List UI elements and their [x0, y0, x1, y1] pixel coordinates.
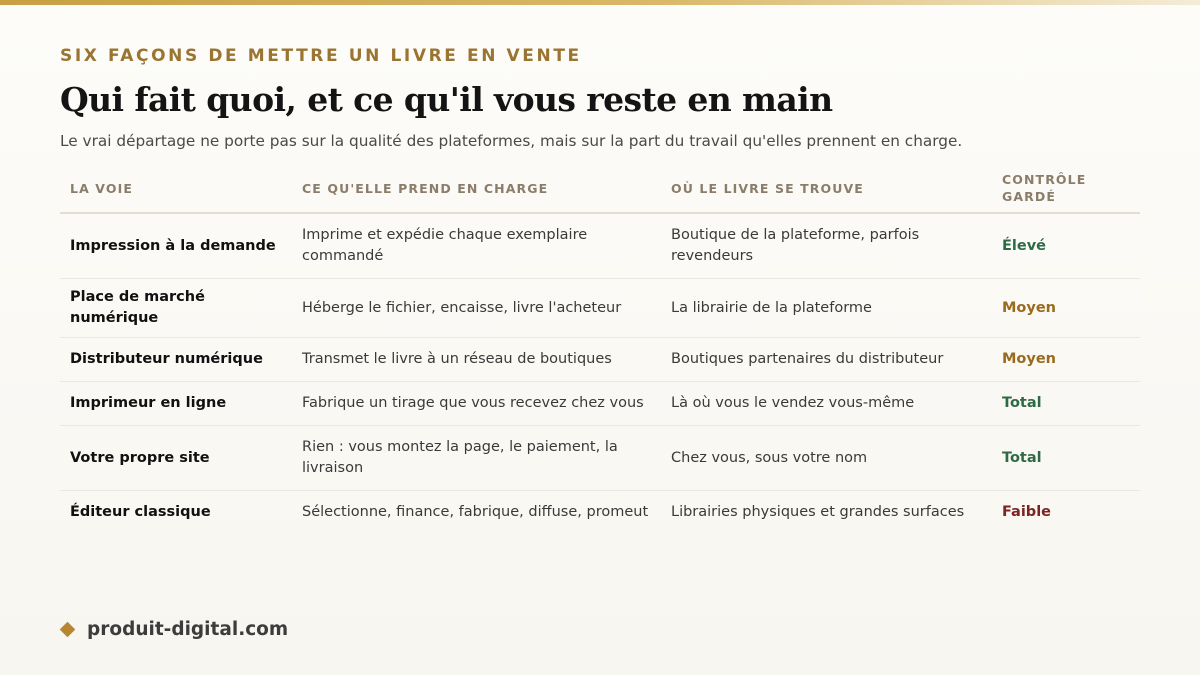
header-controle: CONTRÔLE GARDÉ — [992, 164, 1140, 213]
cell-voie: Votre propre site — [60, 426, 292, 491]
header-voie: LA VOIE — [60, 164, 292, 213]
cell-charge: Transmet le livre à un réseau de boutiques — [292, 338, 661, 382]
cell-lieu: Librairies physiques et grandes surfaces — [671, 504, 965, 520]
cell-voie: Distributeur numérique — [60, 338, 292, 382]
cell-lieu: Boutique de la plateforme, parfois revendeurs — [661, 213, 992, 279]
cell-voie: Impression à la demande — [60, 213, 292, 279]
table-header-row — [60, 164, 1140, 213]
table-row — [60, 213, 1140, 279]
top-accent-bar — [0, 0, 1200, 5]
cell-controle: Total — [992, 382, 1140, 426]
cell-charge: Héberge le fichier, encaisse, livre l'acheteur — [292, 279, 661, 338]
cell-lieu: Là où vous le vendez vous-même — [661, 382, 992, 426]
comparison-table — [60, 164, 1140, 534]
cell-lieu: Boutiques partenaires du distributeur — [661, 338, 992, 382]
table-row — [60, 491, 1140, 535]
cell-charge: Sélectionne, finance, fabrique, diffuse, promeut — [302, 504, 649, 520]
cell-voie: Éditeur classique — [70, 504, 211, 520]
cell-charge: Imprime et expédie chaque exemplaire commandé — [292, 213, 661, 279]
footer-brand — [60, 619, 288, 640]
eyebrow-label: SIX FAÇONS DE METTRE UN LIVRE EN VENTE — [60, 46, 582, 66]
cell-voie: Place de marché numérique — [60, 279, 292, 338]
cell-voie: Imprimeur en ligne — [60, 382, 292, 426]
cell-lieu: La librairie de la plateforme — [661, 279, 992, 338]
header-charge: CE QU'ELLE PREND EN CHARGE — [292, 164, 661, 213]
cell-controle: Élevé — [992, 213, 1140, 279]
cell-charge: Rien : vous montez la page, le paiement, la livraison — [292, 426, 661, 491]
page-title: Qui fait quoi, et ce qu'il vous reste en main — [60, 80, 833, 119]
table-row — [60, 279, 1140, 338]
cell-charge: Fabrique un tirage que vous recevez chez vous — [292, 382, 661, 426]
cell-lieu: Chez vous, sous votre nom — [661, 426, 992, 491]
cell-controle: Moyen — [992, 279, 1140, 338]
diamond-icon — [60, 622, 76, 638]
cell-controle: Total — [992, 426, 1140, 491]
page-subtitle: Le vrai départage ne porte pas sur la qualité des plateformes, mais sur la part du travail qu'elles prennent en charge. — [60, 132, 963, 150]
table-row — [60, 426, 1140, 491]
table-row — [60, 338, 1140, 382]
cell-controle: Moyen — [992, 338, 1140, 382]
cell-controle: Faible — [1002, 504, 1051, 520]
brand-name: produit-digital.com — [87, 619, 289, 640]
table-row — [60, 382, 1140, 426]
header-lieu: OÙ LE LIVRE SE TROUVE — [661, 164, 992, 213]
